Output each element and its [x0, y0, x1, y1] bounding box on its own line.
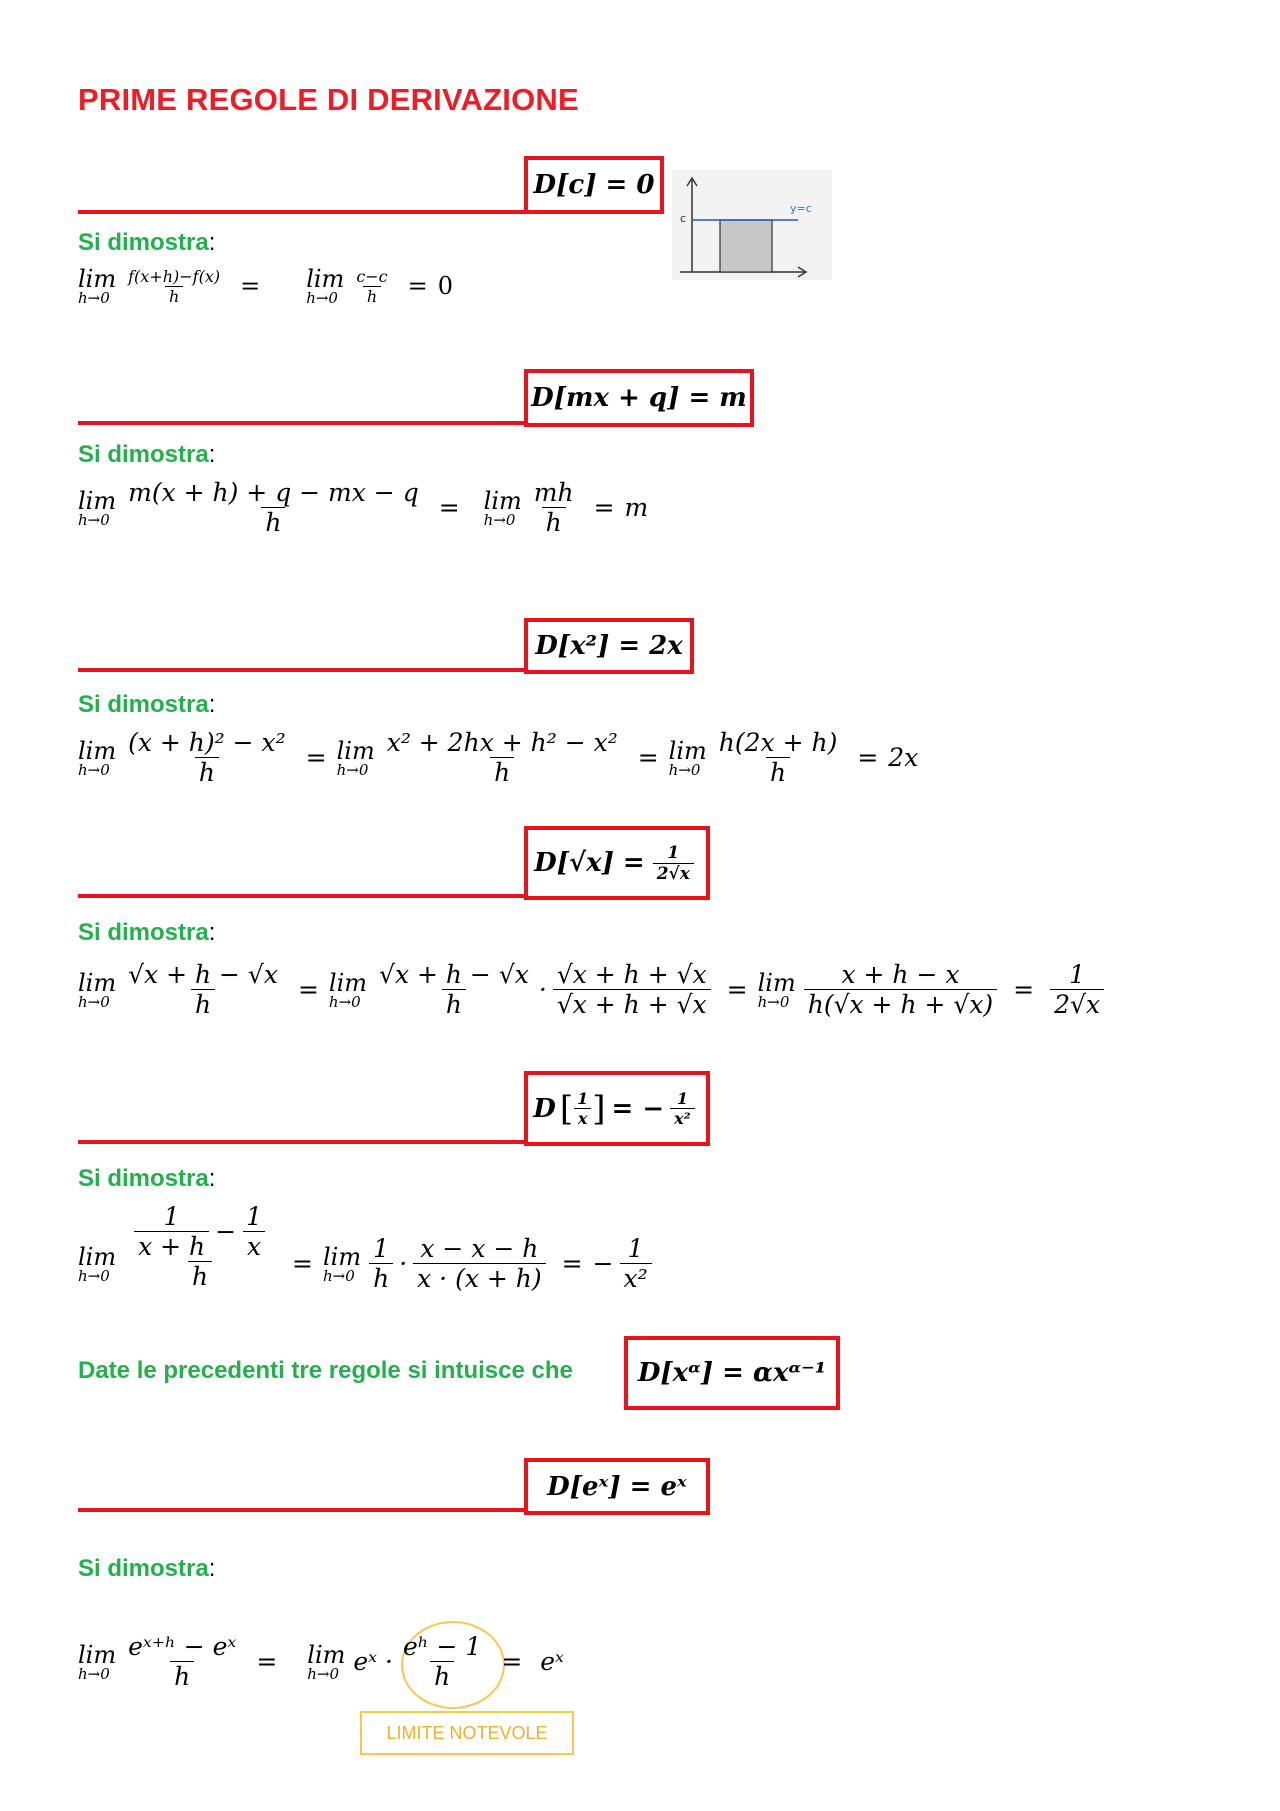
rule-linear: D[mx + q] = m — [524, 369, 754, 427]
constant-function-graph — [672, 170, 832, 280]
proof-sqrt: lim h→0 $\frac{√x + h - √x}{h}$ = lim h→0 $\frac{√x + h - √x}{h}$ · $\frac{√x + h + √x}{√x + h + √x}$ = lim h→0 $\frac{x + h - x}{h(√x + h + √x)}$ = $\frac{1}{2√x}$ — [78, 960, 1110, 1019]
rule-exponential: D[eˣ] = eˣ — [524, 1458, 710, 1515]
page-title: PRIME REGOLE DI DERIVAZIONE — [78, 82, 579, 117]
rule-inverse: D [ $\frac{1}{x}$ ] = − $\frac{1}{\text{x²}}$ — [524, 1071, 710, 1146]
rule-power: D[xᵅ] = αxᵅ⁻¹ — [624, 1336, 840, 1410]
separator-line — [78, 1140, 528, 1144]
separator-line — [78, 894, 528, 898]
proof-label: Si dimostra: — [78, 1555, 216, 1582]
proof-square: lim h→0 $\frac{\text{(x + h)² − x²}}{h}$ = lim h→0 $\frac{\text{x² + 2hx + h² − x²}}{h}$ = lim h→0 $\frac{h(2x + h)}{h}$ = 2x — [78, 728, 919, 787]
separator-line — [78, 1508, 528, 1512]
notable-limit-label: LIMITE NOTEVOLE — [360, 1711, 574, 1755]
rule-sqrt: D[√x] = $\frac{1}{2√x}$ — [524, 826, 710, 900]
proof-label: Si dimostra: — [78, 919, 216, 946]
power-rule-intro: Date le precedenti tre regole si intuisce che — [78, 1357, 573, 1384]
proof-label: Si dimostra: — [78, 691, 216, 718]
proof-label: Si dimostra: — [78, 441, 216, 468]
rule-square: D[x²] = 2x — [524, 618, 694, 674]
proof-label: Si dimostra: — [78, 1165, 216, 1192]
separator-line — [78, 210, 528, 214]
proof-label: Si dimostra: — [78, 229, 216, 256]
separator-line — [78, 421, 528, 425]
proof-exponential: lim h→0 $\frac{\text{eˣ⁺ʰ − eˣ}}{h}$ = lim h→0 eˣ · $\frac{\text{eʰ − 1}}{h}$ = eˣ — [78, 1632, 564, 1691]
graph-line-label: y=c — [790, 202, 812, 215]
proof-inverse: lim h→0 $\frac{1}{x + h}$ − $\frac{1}{x}$ h = lim h→0 $\frac{1}{h}$ · $\frac{x - x - h}{x \cdot (x + h)}$ = − $\frac{1}{\text{x²}}$ — [78, 1200, 658, 1293]
graph-y-label: c — [680, 212, 687, 225]
proof-linear: lim h→0 $\frac{m(x + h) + q - mx - q}{h}$ = lim h→0 $\frac{mh}{h}$ = m — [78, 478, 649, 537]
rule-constant: D[c] = 0 — [524, 156, 664, 214]
separator-line — [78, 668, 528, 672]
proof-constant: lim h→0 $\frac{f(x+h)-f(x)}{h}$ = lim h→0 $\frac{c-c}{h}$ = 0 — [78, 265, 454, 307]
